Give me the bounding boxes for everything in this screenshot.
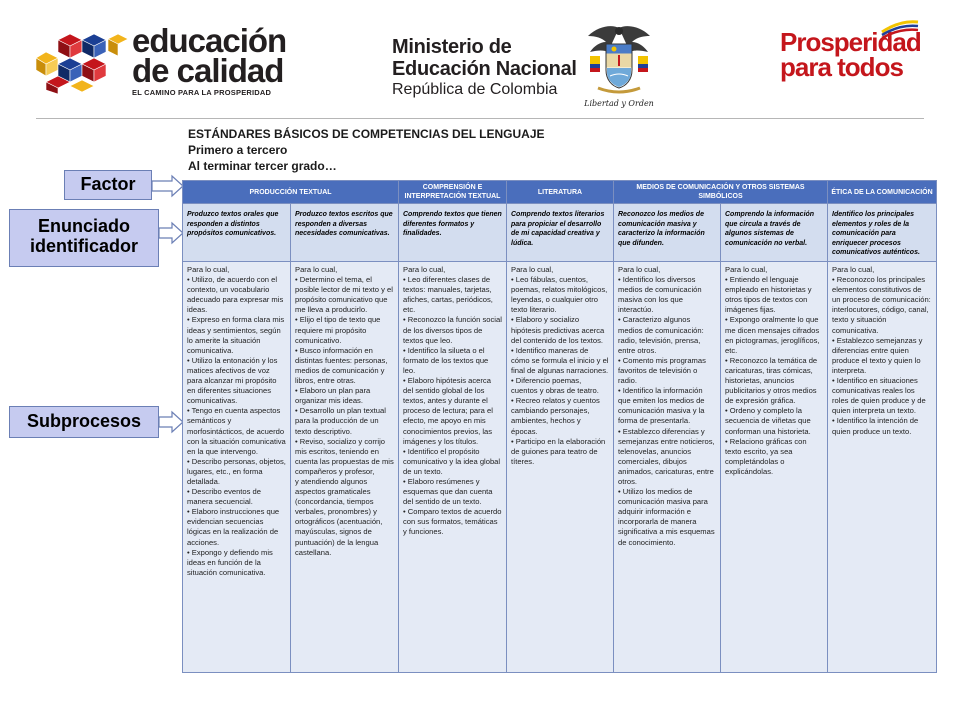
educacion-de-calidad-logo bbox=[36, 22, 296, 98]
list-item: • Identifico el propósito comunicativo y la idea global de un texto. bbox=[403, 446, 501, 476]
enunciado-label-line2: identificador bbox=[29, 236, 138, 256]
enunciado-cell: Produzco textos orales que responden a distintos propósitos comunicativos. bbox=[183, 204, 290, 262]
list-item: • Tengo en cuenta aspectos semánticos y morfosintácticos, de acuerdo con la situación comunicativa en la que intervengo. bbox=[187, 406, 286, 456]
list-item: • Utilizo, de acuerdo con el contexto, un vocabulario adecuado para expresar mis ideas. bbox=[187, 275, 284, 315]
table-column bbox=[399, 181, 507, 672]
enunciado-arrow-icon bbox=[159, 223, 183, 243]
subprocesos-cell bbox=[399, 262, 506, 672]
table-column bbox=[828, 181, 936, 672]
document-subtitle-end: Al terminar tercer grado… bbox=[188, 159, 337, 173]
list-item: • Elaboro hipótesis acerca del sentido global de los textos, antes y durante el proceso de lectura; para el efecto, me apoyo en mis conocimientos previos, las imágenes y los títulos. bbox=[403, 376, 493, 446]
list-item: • Identifico la silueta o el formato de los textos que leo. bbox=[403, 345, 489, 375]
list-item: • Reconozco la temática de caricaturas, tiras cómicas, historietas, anuncios publicitarios y otros medios de expresión gráfica. bbox=[725, 355, 818, 406]
list-item: • Utilizo la entonación y los matices afectivos de voz para alcanzar mi propósito en diferentes situaciones comunicativas. bbox=[187, 355, 278, 406]
ministry-line3: República de Colombia bbox=[392, 81, 558, 98]
list-item: • Leo fábulas, cuentos, poemas, relatos mitológicos, leyendas, o cualquier otro texto literario. bbox=[511, 275, 608, 315]
logo-line1: educación bbox=[132, 22, 287, 59]
enunciado-label-line1: Enunciado bbox=[37, 216, 130, 236]
list-item: • Elijo el tipo de texto que requiere mi propósito comunicativo. bbox=[295, 315, 381, 345]
document-title-block bbox=[188, 126, 545, 174]
list-item: • Elaboro un plan para organizar mis ideas. bbox=[295, 386, 371, 406]
enunciado-cell: Comprendo textos que tienen diferentes formatos y finalidades. bbox=[399, 204, 506, 262]
educacion-wordmark bbox=[132, 22, 287, 97]
list-item: • Identifico en situaciones comunicativas reales los roles de quien produce y de quien interpreta un texto. bbox=[832, 376, 926, 416]
list-item: • Ordeno y completo la secuencia de viñetas que conforman una historieta. bbox=[725, 406, 811, 436]
list-item: • Elaboro instrucciones que evidencian secuencias lógicas en la realización de acciones. bbox=[187, 507, 280, 547]
list-item: • Elaboro resúmenes y esquemas que dan cuenta del sentido de un texto. bbox=[403, 476, 493, 507]
colombia-coat-of-arms-icon bbox=[584, 22, 654, 96]
logo-line2: de calidad bbox=[132, 52, 284, 89]
subprocesos-cell bbox=[721, 262, 827, 672]
list-item: • Diferencio poemas, cuentos y obras de teatro. bbox=[511, 376, 599, 396]
list-item: • Identifico la intención de quien produce un texto. bbox=[832, 416, 919, 436]
list-item: • Expongo oralmente lo que me dicen mensajes cifrados en pictogramas, jeroglíficos, etc. bbox=[725, 315, 820, 355]
enunciado-label bbox=[9, 209, 159, 267]
subprocesos-label: Subprocesos bbox=[9, 406, 159, 438]
enunciado-cell: Reconozco los medios de comunicación masiva y caracterizo la información que difunden. bbox=[614, 204, 720, 262]
color-cubes-icon bbox=[36, 30, 128, 94]
factor-header: MEDIOS DE COMUNICACIÓN Y OTROS SISTEMAS SIMBÓLICOS bbox=[614, 181, 828, 204]
factor-label: Factor bbox=[64, 170, 152, 200]
flag-swoosh-icon bbox=[880, 18, 920, 38]
coat-of-arms bbox=[584, 22, 654, 108]
factor-header: COMPRENSIÓN E INTERPRETACIÓN TEXTUAL bbox=[399, 181, 506, 204]
logo-tagline: EL CAMINO PARA LA PROSPERIDAD bbox=[132, 88, 272, 97]
standards-table bbox=[182, 180, 937, 673]
table-column bbox=[721, 181, 828, 672]
document-title: ESTÁNDARES BÁSICOS DE COMPETENCIAS DEL LENGUAJE bbox=[188, 127, 545, 141]
list-item: y atendiendo algunos aspectos gramaticales (concordancia, tiempos verbales, pronombres) y ortográficos (acentuación, mayúsculas, signos de puntuación) de la lengua castellana. bbox=[295, 476, 383, 557]
list-item: • Reconozco la función social de los diversos tipos de textos que leo. bbox=[403, 315, 502, 345]
list-item: • Describo personas, objetos, lugares, etc., en forma detallada. bbox=[187, 456, 286, 486]
list-item: • Caracterizo algunos medios de comunicación: radio, televisión, prensa, entre otros. bbox=[618, 315, 704, 355]
subprocesos-cell bbox=[291, 262, 398, 672]
list-item: • Identifico la información que emiten los medios de comunicación masiva y la forma de presentarla. bbox=[618, 386, 705, 426]
list-item: • Reconozco los principales elementos constitutivos de un proceso de comunicación: interlocutores, código, canal, texto y situación comunicativa. bbox=[832, 275, 931, 335]
prosperidad-line2: para todos bbox=[780, 52, 903, 82]
factor-header: ÉTICA DE LA COMUNICACIÓN bbox=[828, 181, 936, 204]
list-item: • Busco información en distintas fuentes: personas, medios de comunicación y libros, entre otras. bbox=[295, 345, 388, 386]
prosperidad-line1: Prosperidad bbox=[780, 27, 921, 57]
list-item: • Establezco diferencias y semejanzas entre noticieros, telenovelas, anuncios comerciales, dibujos animados, caricaturas, entre otros. bbox=[618, 426, 715, 486]
ministry-line2: Educación Nacional bbox=[392, 58, 577, 80]
list-item: • Expreso en forma clara mis ideas y sentimientos, según lo amerite la situación comunicativa. bbox=[187, 315, 285, 355]
prosperidad-logo bbox=[780, 27, 921, 82]
list-item: • Establezco semejanzas y diferencias entre quien produce el texto y quien lo interpreta. bbox=[832, 335, 923, 375]
subprocesos-arrow-icon bbox=[159, 412, 183, 432]
list-item: • Desarrollo un plan textual para la producción de un texto descriptivo. bbox=[295, 406, 386, 436]
subprocesos-cell bbox=[507, 262, 613, 672]
list-item: • Recreo relatos y cuentos cambiando personajes, ambientes, hechos y épocas. bbox=[511, 396, 600, 436]
subprocesos-cell bbox=[614, 262, 720, 672]
ministry-wordmark bbox=[392, 36, 582, 100]
list-item: Para lo cual, bbox=[511, 265, 554, 274]
enunciado-cell: Produzco textos escritos que responden a diversas necesidades comunicativas. bbox=[291, 204, 398, 262]
crest-caption: Libertad y Orden bbox=[584, 99, 654, 108]
list-item: • Elaboro y socializo hipótesis predictivas acerca del contenido de los textos. bbox=[511, 315, 605, 345]
list-item: • Reviso, socializo y corrijo mis escritos, teniendo en cuenta las propuestas de mis compañeros y profesor, bbox=[295, 436, 394, 476]
list-item: Para lo cual, bbox=[295, 265, 338, 274]
enunciado-cell: Comprendo la información que circula a través de algunos sistemas de comunicación no verbal. bbox=[721, 204, 827, 262]
subprocesos-cell bbox=[183, 262, 290, 672]
list-item: • Comento mis programas favoritos de televisión o radio. bbox=[618, 355, 706, 386]
list-item: • Relaciono gráficas con texto escrito, ya sea completándolas o explicándolas. bbox=[725, 436, 807, 476]
list-item: • Describo eventos de manera secuencial. bbox=[187, 487, 261, 507]
enunciado-cell: Identifico los principales elementos y roles de la comunicación para enriquecer procesos comunicativos auténticos. bbox=[828, 204, 936, 262]
subprocesos-cell bbox=[828, 262, 936, 672]
ministry-line1: Ministerio de bbox=[392, 36, 512, 58]
factor-arrow-icon bbox=[152, 176, 183, 196]
document-subtitle-grades: Primero a tercero bbox=[188, 143, 288, 157]
factor-header: LITERATURA bbox=[507, 181, 613, 204]
list-item: • Entiendo el lenguaje empleado en historietas y otros tipos de textos con imágenes fijas. bbox=[725, 275, 812, 315]
list-item: • Expongo y defiendo mis ideas en función de la situación comunicativa. bbox=[187, 547, 273, 577]
table-column bbox=[507, 181, 614, 672]
list-item: • Identifico maneras de cómo se formula el inicio y el final de algunas narraciones. bbox=[511, 345, 609, 375]
list-item: • Leo diferentes clases de textos: manuales, tarjetas, afiches, cartas, periódicos, etc. bbox=[403, 275, 493, 315]
list-item: • Utilizo los medios de comunicación masiva para adquirir información e incorporarla de manera significativa a mis esquemas de conocimiento. bbox=[618, 487, 715, 547]
list-item: • Determino el tema, el posible lector de mi texto y el propósito comunicativo que me lleva a producirlo. bbox=[295, 275, 393, 315]
enunciado-cell: Comprendo textos literarios para propiciar el desarrollo de mi capacidad creativa y lúdica. bbox=[507, 204, 613, 262]
list-item: Para lo cual, bbox=[618, 265, 661, 274]
list-item: Para lo cual, bbox=[832, 265, 875, 274]
header-divider bbox=[36, 118, 924, 119]
list-item: Para lo cual, bbox=[403, 265, 446, 274]
list-item: • Participo en la elaboración de guiones para teatro de títeres. bbox=[511, 436, 606, 466]
table-column bbox=[291, 181, 399, 672]
list-item: Para lo cual, bbox=[187, 265, 230, 274]
list-item: Para lo cual, bbox=[725, 265, 768, 274]
table-column bbox=[183, 181, 332, 672]
list-item: • Identifico los diversos medios de comunicación masiva con los que interactúo. bbox=[618, 275, 702, 315]
list-item: • Comparo textos de acuerdo con sus formatos, temáticas y funciones. bbox=[403, 507, 502, 537]
factor-header: PRODUCCIÓN TEXTUAL bbox=[183, 181, 399, 204]
